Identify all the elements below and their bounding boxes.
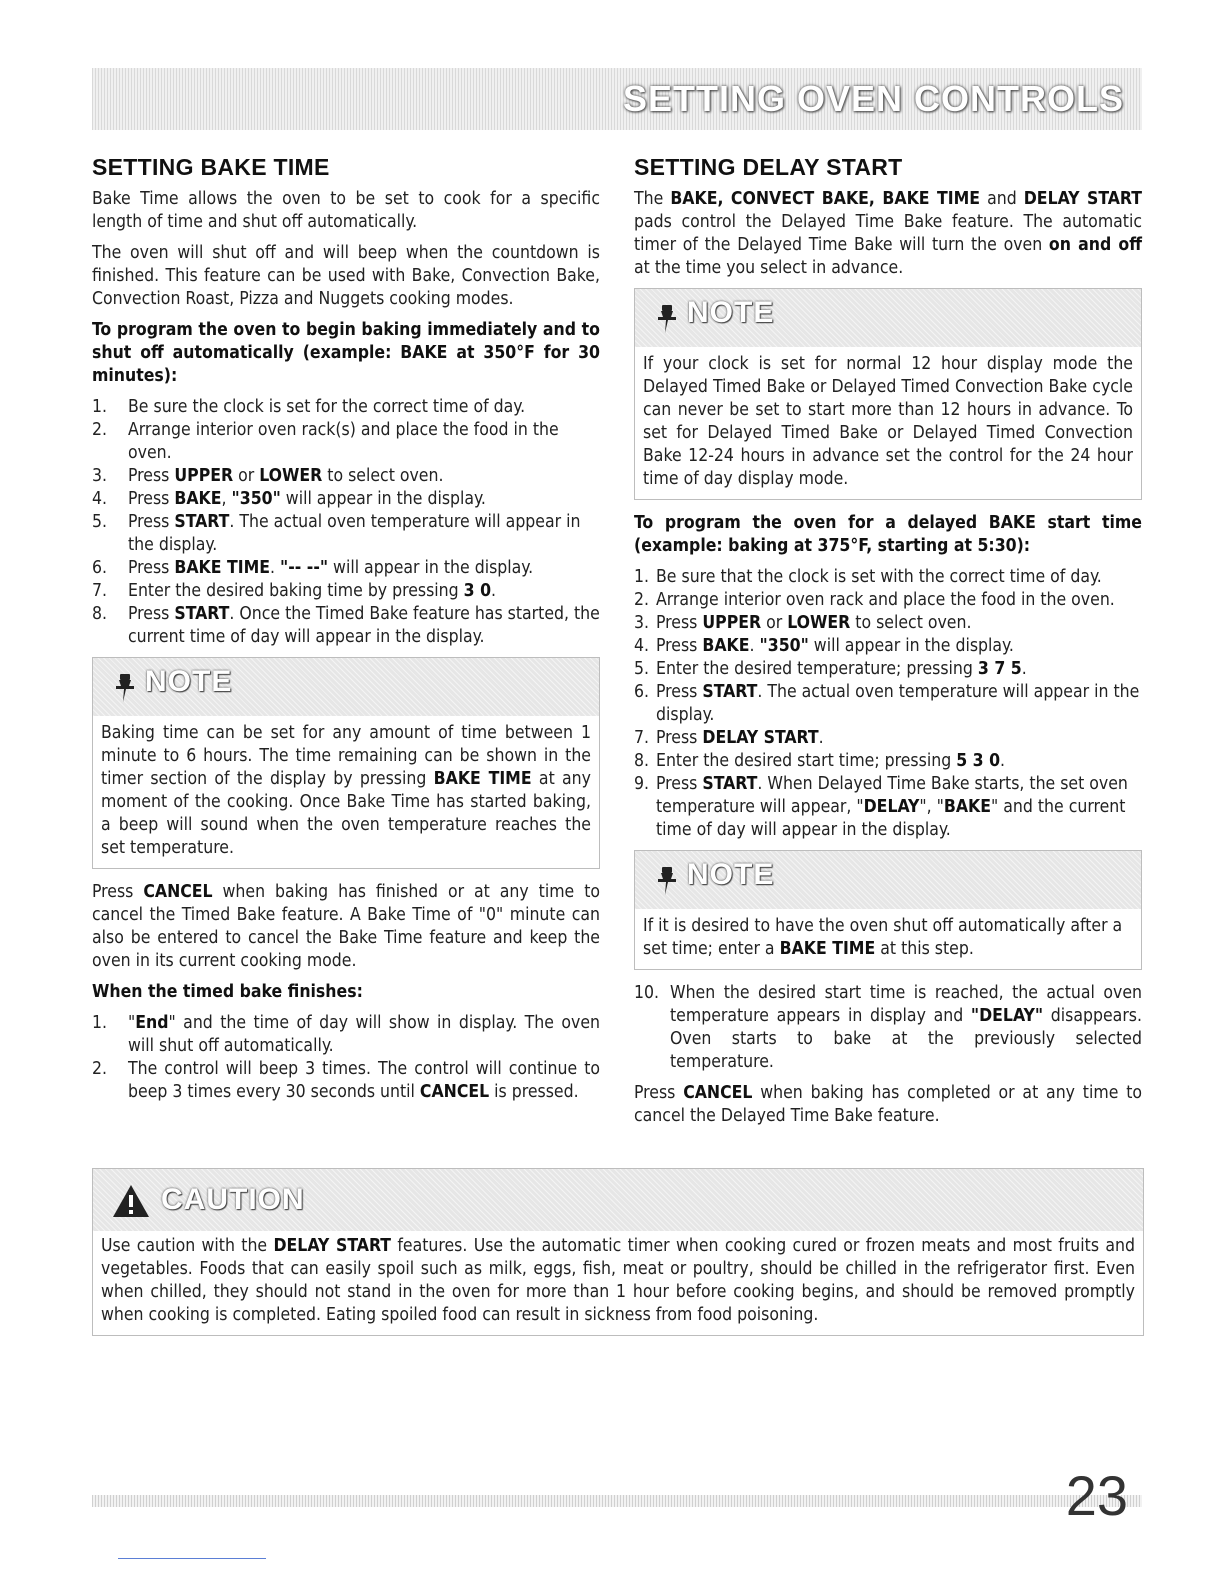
step-number: 7. (634, 728, 650, 748)
list-item (634, 681, 1142, 727)
note-box-bake-time (92, 657, 600, 869)
section-heading-delay-start: SETTING DELAY START (634, 154, 903, 180)
step-number: 3. (634, 613, 650, 633)
step-number: 2. (92, 420, 108, 440)
list-item (92, 419, 600, 465)
right-column (634, 152, 1142, 1136)
bake-time-steps (92, 396, 600, 649)
caution-label: CAUTION (161, 1183, 305, 1216)
step-text: When the desired start time is reached, the actual oven temperature appears in display and "DELAY" disappears. Oven starts to bake at the previously selected temperature. (670, 983, 1142, 1072)
list-item (634, 635, 1142, 658)
step-number: 6. (634, 682, 650, 702)
note-label: NOTE (687, 858, 775, 891)
page-title: SETTING OVEN CONTROLS (622, 78, 1124, 119)
step-number: 4. (634, 636, 650, 656)
step-number: 8. (92, 604, 108, 624)
step-number: 4. (92, 489, 108, 509)
section-heading-bake-time: SETTING BAKE TIME (92, 154, 330, 180)
bake-time-intro: Bake Time allows the oven to be set to cook for a specific length of time and shut off automatically. (92, 189, 600, 232)
note-label: NOTE (687, 296, 775, 329)
step-number: 5. (92, 512, 108, 532)
step-text: Press BAKE, "350" will appear in the display. (128, 489, 486, 509)
list-item (634, 773, 1142, 842)
step-number: 2. (92, 1059, 108, 1079)
step-number: 7. (92, 581, 108, 601)
step-number: 1. (634, 567, 650, 587)
step-text: Enter the desired temperature; pressing 3 7 5. (656, 659, 1027, 679)
list-item (634, 727, 1142, 750)
step-text: Press START. The actual oven temperature will appear in the display. (656, 682, 1140, 725)
bake-time-cancel-text: Press CANCEL when baking has finished or at any time to cancel the Timed Bake feature. A Bake Time of "0" minute can also be entered to cancel the Bake Time feature and keep the oven in its current cooking mode. (92, 882, 600, 971)
step-number: 1. (92, 1013, 108, 1033)
step-number: 5. (634, 659, 650, 679)
delay-start-program-heading: To program the oven for a delayed BAKE start time (example: baking at 375°F, starting at 5:30): (634, 513, 1142, 556)
pushpin-icon (111, 672, 137, 704)
header-band (92, 68, 1142, 130)
caution-box (92, 1168, 1144, 1336)
pushpin-icon (653, 865, 679, 897)
step-number: 9. (634, 774, 650, 794)
step-text: Press BAKE. "350" will appear in the display. (656, 636, 1014, 656)
step-text: Enter the desired start time; pressing 5 3 0. (656, 751, 1006, 771)
timed-bake-finish-steps (92, 1012, 600, 1104)
note-header (635, 289, 1141, 347)
step-text: Be sure the clock is set for the correct time of day. (128, 397, 526, 417)
step-number: 6. (92, 558, 108, 578)
timed-bake-finish-heading: When the timed bake finishes: (92, 982, 363, 1002)
step-text: Arrange interior oven rack and place the food in the oven. (656, 590, 1115, 610)
list-item (92, 1058, 600, 1104)
list-item (634, 982, 1142, 1074)
left-column (92, 152, 600, 1112)
step-text: Press START. The actual oven temperature will appear in the display. (128, 512, 581, 555)
bake-time-program-heading: To program the oven to begin baking immediately and to shut off automatically (example: BAKE at 350°F for 30 minutes): (92, 320, 600, 386)
bake-time-description: The oven will shut off and will beep when the countdown is finished. This feature can be used with Bake, Convection Bake, Convection Roast, Pizza and Nuggets cooking modes. (92, 243, 600, 309)
note-header (635, 851, 1141, 909)
list-item (634, 566, 1142, 589)
caution-text: Use caution with the DELAY START features. Use the automatic timer when cooking cured or frozen meats and most fruits and vegetables. Foods that can easily spoil such as milk, eggs, fish, meat or poultry, should be chilled in the refrigerator first. Even when chilled, they should not stand in the oven for more than 1 hour before cooking begins, and should be removed promptly when cooking is completed. Eating spoiled food can result in sickness from food poisoning. (101, 1236, 1135, 1325)
list-item (92, 465, 600, 488)
note-text: If your clock is set for normal 12 hour display mode the Delayed Timed Bake or Delayed Timed Convection Bake cycle can never be set to start more than 12 hours in advance. To set for Delayed Timed Bake or Delayed Timed Convection Bake 12-24 hours in advance set the control for the 24 hour time of day display mode. (635, 347, 1141, 499)
list-item (634, 612, 1142, 635)
step-text: Press UPPER or LOWER to select oven. (656, 613, 972, 633)
step-number: 3. (92, 466, 108, 486)
list-item (92, 557, 600, 580)
step-number: 1. (92, 397, 108, 417)
step-text: Arrange interior oven rack(s) and place the food in the oven. (128, 420, 559, 463)
step-text: Press BAKE TIME. "-- --" will appear in the display. (128, 558, 534, 578)
step-number: 10. (634, 983, 660, 1003)
step-text: Be sure that the clock is set with the correct time of day. (656, 567, 1102, 587)
note-label: NOTE (145, 665, 233, 698)
footer-band (92, 1495, 1142, 1507)
step-number: 2. (634, 590, 650, 610)
step-text: "End" and the time of day will show in display. The oven will shut off automatically. (128, 1013, 600, 1056)
list-item (92, 1012, 600, 1058)
list-item (92, 511, 600, 557)
list-item (634, 658, 1142, 681)
list-item (92, 396, 600, 419)
delay-start-intro: The BAKE, CONVECT BAKE, BAKE TIME and DELAY START pads control the Delayed Time Bake feature. The automatic timer of the Delayed Time Bake will turn the oven on and off at the time you select in advance. (634, 189, 1143, 278)
delay-start-cancel-text: Press CANCEL when baking has completed or at any time to cancel the Delayed Time Bake feature. (634, 1083, 1142, 1126)
page-number: 23 (1065, 1464, 1128, 1527)
step-text: Press UPPER or LOWER to select oven. (128, 466, 444, 486)
note-header (93, 658, 599, 716)
caution-header (93, 1169, 1143, 1231)
note-box-bake-time-step (634, 850, 1142, 970)
delay-start-steps (634, 566, 1142, 842)
pushpin-icon (653, 303, 679, 335)
divider (118, 1558, 266, 1559)
step-text: Press START. Once the Timed Bake feature has started, the current time of day will appear in the display. (128, 604, 600, 647)
list-item (634, 589, 1142, 612)
note-text: Baking time can be set for any amount of time between 1 minute to 6 hours. The time remaining can be shown in the timer section of the display by pressing BAKE TIME at any moment of the cooking. Once Bake Time has started baking, a beep will sound when the oven temperature reaches the set temperature. (93, 716, 599, 868)
warning-triangle-icon (111, 1183, 151, 1219)
step-text: Enter the desired baking time by pressing 3 0. (128, 581, 497, 601)
step-text: The control will beep 3 times. The control will continue to beep 3 times every 30 seconds until CANCEL is pressed. (128, 1059, 600, 1102)
list-item (92, 603, 600, 649)
list-item (92, 488, 600, 511)
step-text: Press DELAY START. (656, 728, 824, 748)
step-number: 8. (634, 751, 650, 771)
note-text: If it is desired to have the oven shut off automatically after a set time; enter a BAKE TIME at this step. (635, 909, 1141, 969)
step-text: Press START. When Delayed Time Bake starts, the set oven temperature will appear, "DELAY", "BAKE" and the current time of day will appear in the display. (656, 774, 1128, 840)
list-item (92, 580, 600, 603)
delay-start-step-10 (634, 982, 1142, 1074)
list-item (634, 750, 1142, 773)
note-box-delay-clock (634, 288, 1142, 500)
